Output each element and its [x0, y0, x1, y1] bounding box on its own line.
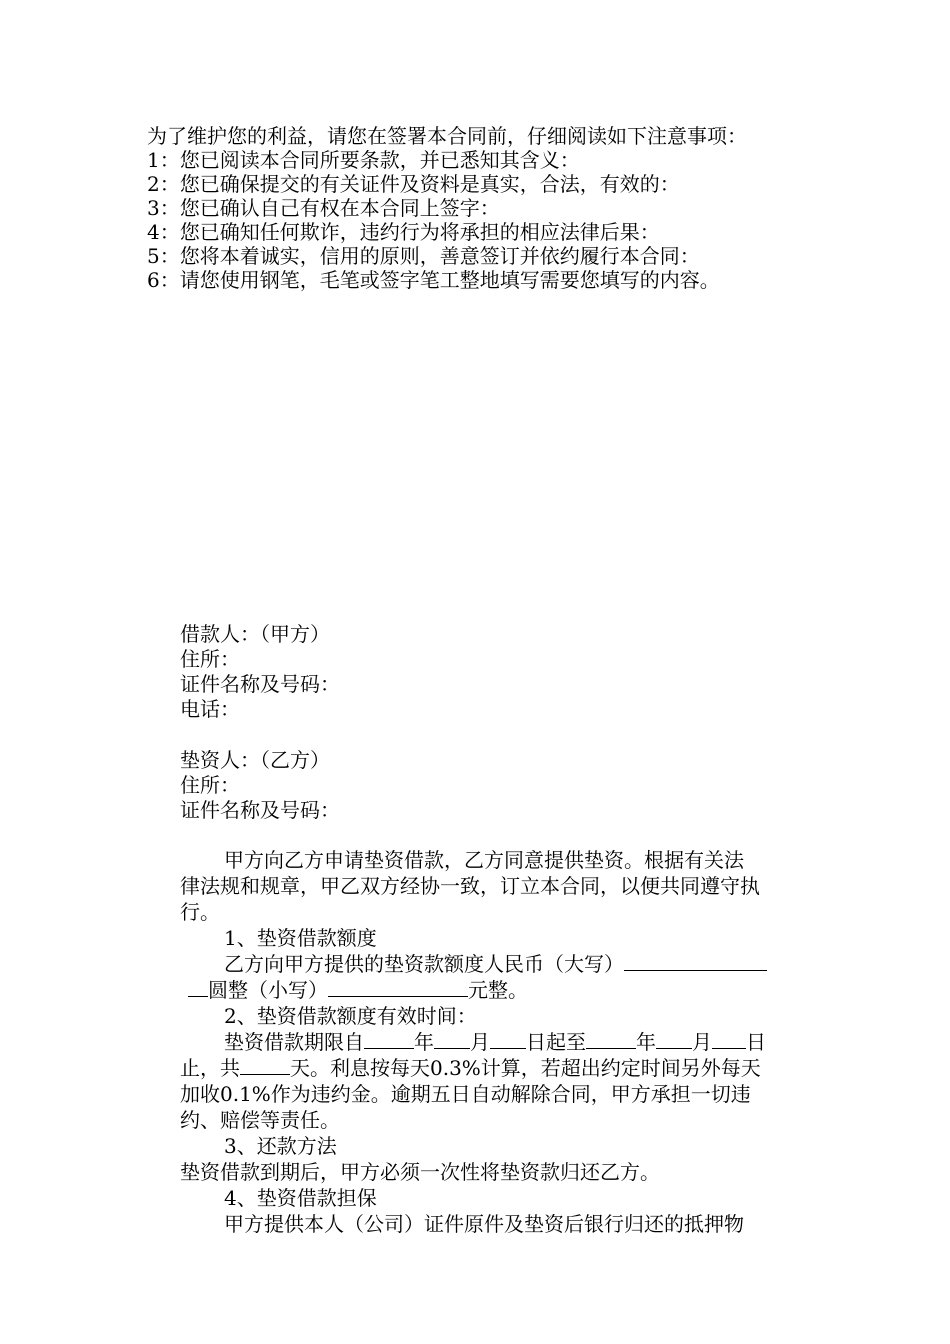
intro-line: 行。 [180, 900, 220, 924]
total-days-blank[interactable] [240, 1056, 290, 1075]
end-day-blank[interactable] [712, 1030, 746, 1049]
contract-body [180, 847, 810, 1237]
end-month-blank[interactable] [656, 1030, 692, 1049]
section-1-line [180, 951, 810, 977]
notice-item: 2：您已确保提交的有关证件及资料是真实，合法，有效的： [147, 172, 680, 196]
notice-section [147, 124, 827, 292]
notice-heading: 为了维护您的利益，请您在签署本合同前，仔细阅读如下注意事项： [147, 124, 747, 148]
end-year-blank[interactable] [586, 1030, 636, 1049]
party-b-address-label: 住所： [180, 773, 240, 797]
section-2-text: 天。利息按每天0.3%计算，若超出约定时间另外每天 [290, 1056, 761, 1080]
section-2-line: 约、赔偿等责任。 [180, 1108, 340, 1132]
section-2-text: 日 [746, 1030, 766, 1054]
section-2-text: 月 [692, 1030, 712, 1054]
section-2-title: 2、垫资借款额度有效时间： [224, 1004, 477, 1028]
party-a-title: 借款人：（甲方） [180, 622, 330, 646]
amount-uppercase-blank[interactable] [624, 952, 767, 971]
party-a-address-label: 住所： [180, 647, 240, 671]
section-3-title: 3、还款方法 [224, 1134, 337, 1158]
party-a-id-label: 证件名称及号码： [180, 672, 340, 696]
section-2-text: 年 [414, 1030, 434, 1054]
notice-item: 5：您将本着诚实，信用的原则，善意签订并依约履行本合同： [147, 244, 700, 268]
parties-section [180, 622, 820, 823]
section-1-text: 圆整（小写） [208, 978, 328, 1002]
amount-uppercase-blank-cont[interactable] [188, 978, 208, 997]
party-b-title: 垫资人：（乙方） [180, 748, 330, 772]
section-2-text: 日起至 [526, 1030, 586, 1054]
section-2-line [180, 1029, 810, 1055]
start-day-blank[interactable] [490, 1030, 526, 1049]
section-1-text: 乙方向甲方提供的垫资款额度人民币（大写） [224, 952, 624, 976]
section-4-text: 甲方提供本人（公司）证件原件及垫资后银行归还的抵押物 [224, 1212, 744, 1236]
intro-line: 律法规和规章，甲乙双方经协一致，订立本合同，以便共同遵守执 [180, 874, 760, 898]
section-3-text: 垫资借款到期后，甲方必须一次性将垫资款归还乙方。 [180, 1160, 660, 1184]
notice-item: 6：请您使用钢笔，毛笔或签字笔工整地填写需要您填写的内容。 [147, 268, 720, 292]
section-1-title: 1、垫资借款额度 [224, 926, 377, 950]
start-year-blank[interactable] [364, 1030, 414, 1049]
section-1-line [180, 977, 810, 1003]
section-2-text: 止，共 [180, 1056, 240, 1080]
section-2-text: 月 [470, 1030, 490, 1054]
section-2-text: 垫资借款期限自 [224, 1030, 364, 1054]
party-a-phone-label: 电话： [180, 697, 240, 721]
intro-line: 甲方向乙方申请垫资借款，乙方同意提供垫资。根据有关法 [224, 848, 744, 872]
notice-item: 1：您已阅读本合同所要条款，并已悉知其含义： [147, 148, 580, 172]
section-2-text: 年 [636, 1030, 656, 1054]
party-b-id-label: 证件名称及号码： [180, 798, 340, 822]
section-2-line [180, 1055, 810, 1081]
section-2-line: 加收0.1%作为违约金。逾期五日自动解除合同，甲方承担一切违 [180, 1082, 751, 1106]
spacer [180, 722, 820, 748]
amount-lowercase-blank[interactable] [328, 978, 468, 997]
notice-item: 4：您已确知任何欺诈，违约行为将承担的相应法律后果： [147, 220, 660, 244]
section-4-title: 4、垫资借款担保 [224, 1186, 377, 1210]
notice-item: 3：您已确认自己有权在本合同上签字： [147, 196, 500, 220]
section-1-text: 元整。 [468, 978, 528, 1002]
start-month-blank[interactable] [434, 1030, 470, 1049]
